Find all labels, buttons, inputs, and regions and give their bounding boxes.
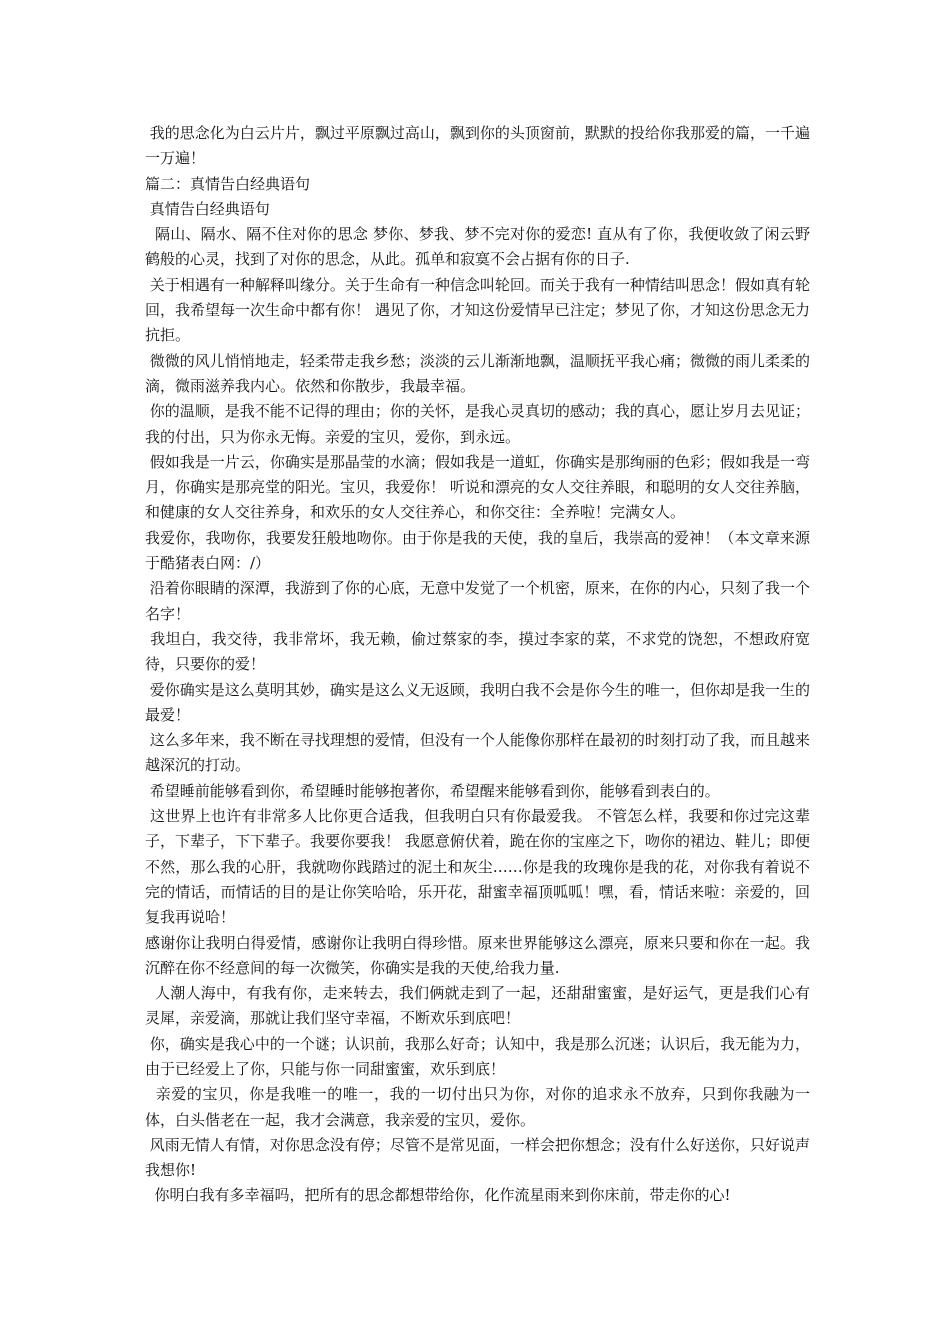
paragraph: 隔山、隔水、隔不住对你的思念 梦你、梦我、梦不完对你的爱恋! 直从有了你，我便收敛了闲云野鹤般的心灵，找到了对你的思念，从此。孤单和寂寞不会占据有你的日子. [145, 225, 810, 269]
article-title: 真情告白经典语句 [145, 199, 270, 218]
paragraph: 你的温顺，是我不能不记得的理由；你的关怀，是我心灵真切的感动；我的真心，愿让岁月去见证；我的付出，只为你永无悔。亲爱的宝贝，爱你，到永远。 [145, 402, 810, 446]
paragraph: 爱你确实是这么莫明其妙，确实是这么义无返顾，我明白我不会是你今生的唯一，但你却是我一生的最爱！ [145, 680, 810, 724]
paragraph: 感谢你让我明白得爱情，感谢你让我明白得珍惜。原来世界能够这么漂亮，原来只要和你在一起。我沉醉在你不经意间的每一次微笑，你确实是我的天使,给我力量. [145, 933, 810, 977]
paragraph: 人潮人海中，有我有你，走来转去，我们俩就走到了一起，还甜甜蜜蜜，是好运气，更是我们心有灵犀，亲爱滴，那就让我们坚守幸福，不断欢乐到底吧！ [145, 984, 810, 1028]
section-heading: 篇二：真情告白经典语句 [145, 174, 311, 193]
paragraph: 我爱你，我吻你，我要发狂般地吻你。由于你是我的天使，我的皇后，我崇高的爱神！（本文章来源于酷猪表白网：/） [145, 528, 810, 573]
document-body [145, 121, 810, 1209]
paragraph: 我的思念化为白云片片，飘过平原飘过高山，飘到你的头顶窗前，默默的投给你我那爱的篇，一千遍一万遍！ [145, 124, 810, 168]
paragraph: 沿着你眼睛的深潭，我游到了你的心底，无意中发觉了一个机密，原来，在你的内心，只刻了我一个名字！ [145, 579, 810, 623]
paragraph: 这世界上也许有非常多人比你更合适我，但我明白只有你最爱我。 不管怎么样，我要和你过完这辈子，下辈子，下下辈子。我要你要我！ 我愿意俯伏着，跪在你的宝座之下，吻你的裙边、鞋儿；即便不然，那么我的心肝，我就吻你践踏过的泥土和灰尘……你是我的玫瑰你是我的花，对你我有着说不完的情话，而情话的目的是让你笑哈哈，乐开花，甜蜜幸福顶呱呱！嘿，看，情话来啦：亲爱的，回复我再说哈！ [145, 807, 810, 927]
paragraph: 假如我是一片云，你确实是那晶莹的水滴；假如我是一道虹，你确实是那绚丽的色彩；假如我是一弯月，你确实是那亮堂的阳光。宝贝，我爱你！ 听说和漂亮的女人交往养眼，和聪明的女人交往养脑，和健康的女人交往养身，和欢乐的女人交往养心，和你交往：全养啦！完满女人。 [145, 452, 810, 522]
paragraph: 这么多年来，我不断在寻找理想的爱情，但没有一个人能像你那样在最初的时刻打动了我，而且越来越深沉的打动。 [145, 731, 810, 775]
paragraph: 你明白我有多幸福吗，把所有的思念都想带给你，化作流星雨来到你床前，带走你的心! [145, 1186, 731, 1205]
paragraph: 风雨无情人有情，对你思念没有停；尽管不是常见面，一样会把你想念；没有什么好送你，只好说声我想你! [145, 1135, 810, 1180]
paragraph: 希望睡前能够看到你，希望睡时能够抱著你，希望醒来能够看到你，能够看到表白的。 [145, 781, 720, 800]
paragraph: 你，确实是我心中的一个谜；认识前，我那么好奇；认知中，我是那么沉迷；认识后，我无能为力，由于已经爱上了你，只能与你一同甜蜜蜜，欢乐到底！ [145, 1034, 810, 1078]
paragraph: 关于相遇有一种解释叫缘分。关于生命有一种信念叫轮回。而关于我有一种情结叫思念！假如真有轮回，我希望每一次生命中都有你！ 遇见了你，才知这份爱情早已注定；梦见了你，才知这份思念无力抗拒。 [145, 275, 810, 345]
paragraph: 我坦白，我交待，我非常坏，我无赖，偷过蔡家的李，摸过李家的菜，不求党的饶恕，不想政府宽待，只要你的爱！ [145, 629, 810, 674]
paragraph: 微微的风儿悄悄地走，轻柔带走我乡愁；淡淡的云儿渐渐地飘，温顺抚平我心痛；微微的雨儿柔柔的滴，微雨滋养我内心。依然和你散步，我最幸福。 [145, 351, 810, 395]
paragraph: 亲爱的宝贝，你是我唯一的唯一，我的一切付出只为你，对你的追求永不放弃，只到你我融为一体，白头偕老在一起，我才会满意，我亲爱的宝贝，爱你。 [145, 1085, 810, 1129]
